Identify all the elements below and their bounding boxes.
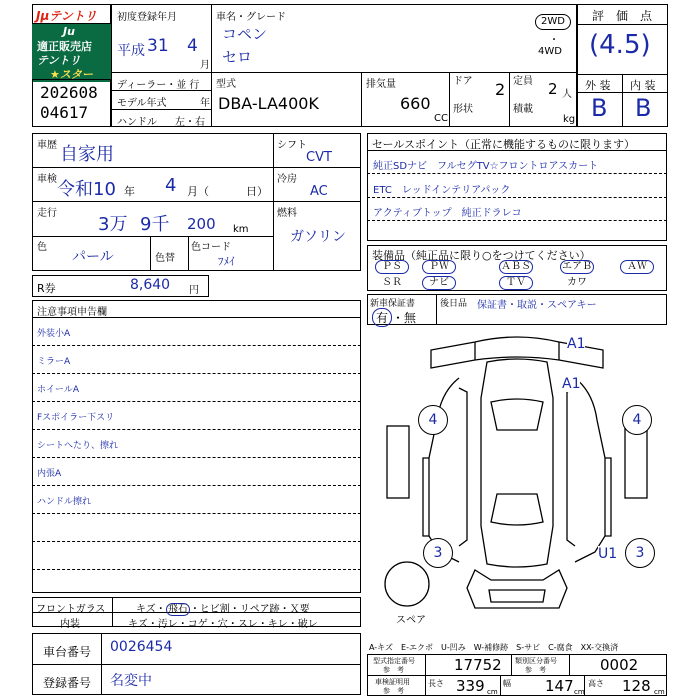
drive-4wd: 4WD xyxy=(538,46,562,57)
damage-mark: 4 xyxy=(622,405,652,435)
damage-mark: 3 xyxy=(625,538,655,568)
shift-value: CVT xyxy=(306,150,332,165)
equipment-item: ＡＢＳ xyxy=(501,261,531,272)
equipment-item: ＴＶ xyxy=(499,276,533,290)
inspection-month: 4 xyxy=(165,175,177,196)
overall-score: (4.5) xyxy=(589,30,651,60)
equipment-item: ＰＳ xyxy=(375,260,409,274)
lot-number-box xyxy=(32,79,111,127)
drive-2wd: 2WD xyxy=(535,14,571,30)
notes-divider xyxy=(32,429,361,430)
ac-value: AC xyxy=(310,184,328,199)
width-value: 147 xyxy=(545,677,574,695)
car-diagram xyxy=(367,326,667,636)
note-item: ハンドル擦れ xyxy=(37,497,92,507)
displacement: 660 xyxy=(400,94,431,113)
model-name: コペン xyxy=(222,25,268,43)
height-value: 128 xyxy=(622,677,651,695)
notes-divider xyxy=(32,569,361,570)
notes-divider xyxy=(32,401,361,402)
notes-divider xyxy=(32,513,361,514)
reg-year: 31 xyxy=(147,36,169,56)
equipment-item: ＰＷ xyxy=(422,260,456,274)
damage-mark: 3 xyxy=(423,538,453,568)
chassis-number: 0026454 xyxy=(110,639,173,655)
logo-bottom: Ju 適正販売店 テントリ ★スター xyxy=(32,24,111,82)
class-number: 0002 xyxy=(600,656,639,674)
length-value: 339 xyxy=(456,677,485,695)
recycle-value: 8,640 xyxy=(130,277,171,293)
equipment-item: カワ xyxy=(567,277,587,288)
mileage-sen: 9千 xyxy=(140,214,170,235)
type-cert-number: 17752 xyxy=(454,656,502,674)
notes-divider xyxy=(32,541,361,542)
lot-number-1: 202608 xyxy=(40,83,98,102)
history-value: 自家用 xyxy=(60,144,114,165)
note-item: Fスポイラー下スリ xyxy=(37,413,115,423)
damage-mark: A1 xyxy=(567,336,586,352)
spare-label: スペア xyxy=(396,615,426,626)
note-item: ミラーA xyxy=(37,357,71,367)
reg-era: 平成 xyxy=(117,43,145,59)
note-item: ホイールA xyxy=(37,385,79,395)
damage-legend: A-キズ E-エクボ U-凹み W-補修跡 S-サビ C-腐食 XX-交換済 xyxy=(369,643,619,652)
model-type: DBA-LA400K xyxy=(218,94,319,113)
equipment-item: ＡＷ xyxy=(620,260,654,274)
exterior-score: B xyxy=(591,94,608,122)
registration-number: 名変中 xyxy=(110,673,152,689)
interior-score: B xyxy=(635,94,652,122)
equipment-item: エアＢ xyxy=(562,261,592,272)
interior-text: キズ・汚レ・コゲ・穴・スレ・キレ・破レ xyxy=(128,619,318,630)
damage-mark: U1 xyxy=(598,546,618,562)
doors: 2 xyxy=(495,80,506,99)
reg-month: 4 xyxy=(187,36,198,56)
damage-mark: 4 xyxy=(418,405,448,435)
color-value: パール xyxy=(72,249,114,265)
notes-divider xyxy=(32,345,361,346)
note-item: 外装小A xyxy=(37,329,71,339)
logo xyxy=(32,4,111,82)
sales-line-2: ETC レッドインテリアパック xyxy=(373,185,511,196)
recycle-box xyxy=(32,275,209,297)
equipment-item: ナビ xyxy=(422,276,456,290)
logo-top: Jμテントリ xyxy=(32,4,111,24)
lot-number-2: 04617 xyxy=(40,103,89,122)
capacity: 2 xyxy=(548,80,558,98)
notes-divider xyxy=(32,485,361,486)
model-grade: セロ xyxy=(222,48,253,66)
notes-divider xyxy=(32,457,361,458)
mileage-man: 3万 xyxy=(98,214,128,235)
glass-text: キズ・ 飛石 ・ヒビ割・リペア跡・Ｘ要 xyxy=(136,604,310,615)
warranty-value: 有 ・無 xyxy=(372,308,416,327)
reg-date-label: 初度登録年月 xyxy=(117,12,177,23)
note-item: 内張A xyxy=(37,469,62,479)
equipment-item: ＳＲ xyxy=(382,277,402,288)
inspection-era: 令和10 xyxy=(57,179,116,200)
mileage-rest: 200 xyxy=(187,215,216,233)
model-name-label: 車名・グレード xyxy=(216,12,286,23)
later-items: 保証書・取説・スペアキー xyxy=(477,300,597,311)
sales-line-1: 純正SDナビ フルセグTV☆フロントロアスカート xyxy=(373,161,599,172)
note-item: シートへたり、擦れ xyxy=(37,441,119,451)
notes-divider xyxy=(32,373,361,374)
color-code: ﾌﾒｲ xyxy=(218,255,235,268)
sales-line-3: アクティブトップ 純正ドラレコ xyxy=(373,208,522,219)
fuel-value: ガソリン xyxy=(290,229,346,245)
damage-mark: A1 xyxy=(562,376,581,392)
